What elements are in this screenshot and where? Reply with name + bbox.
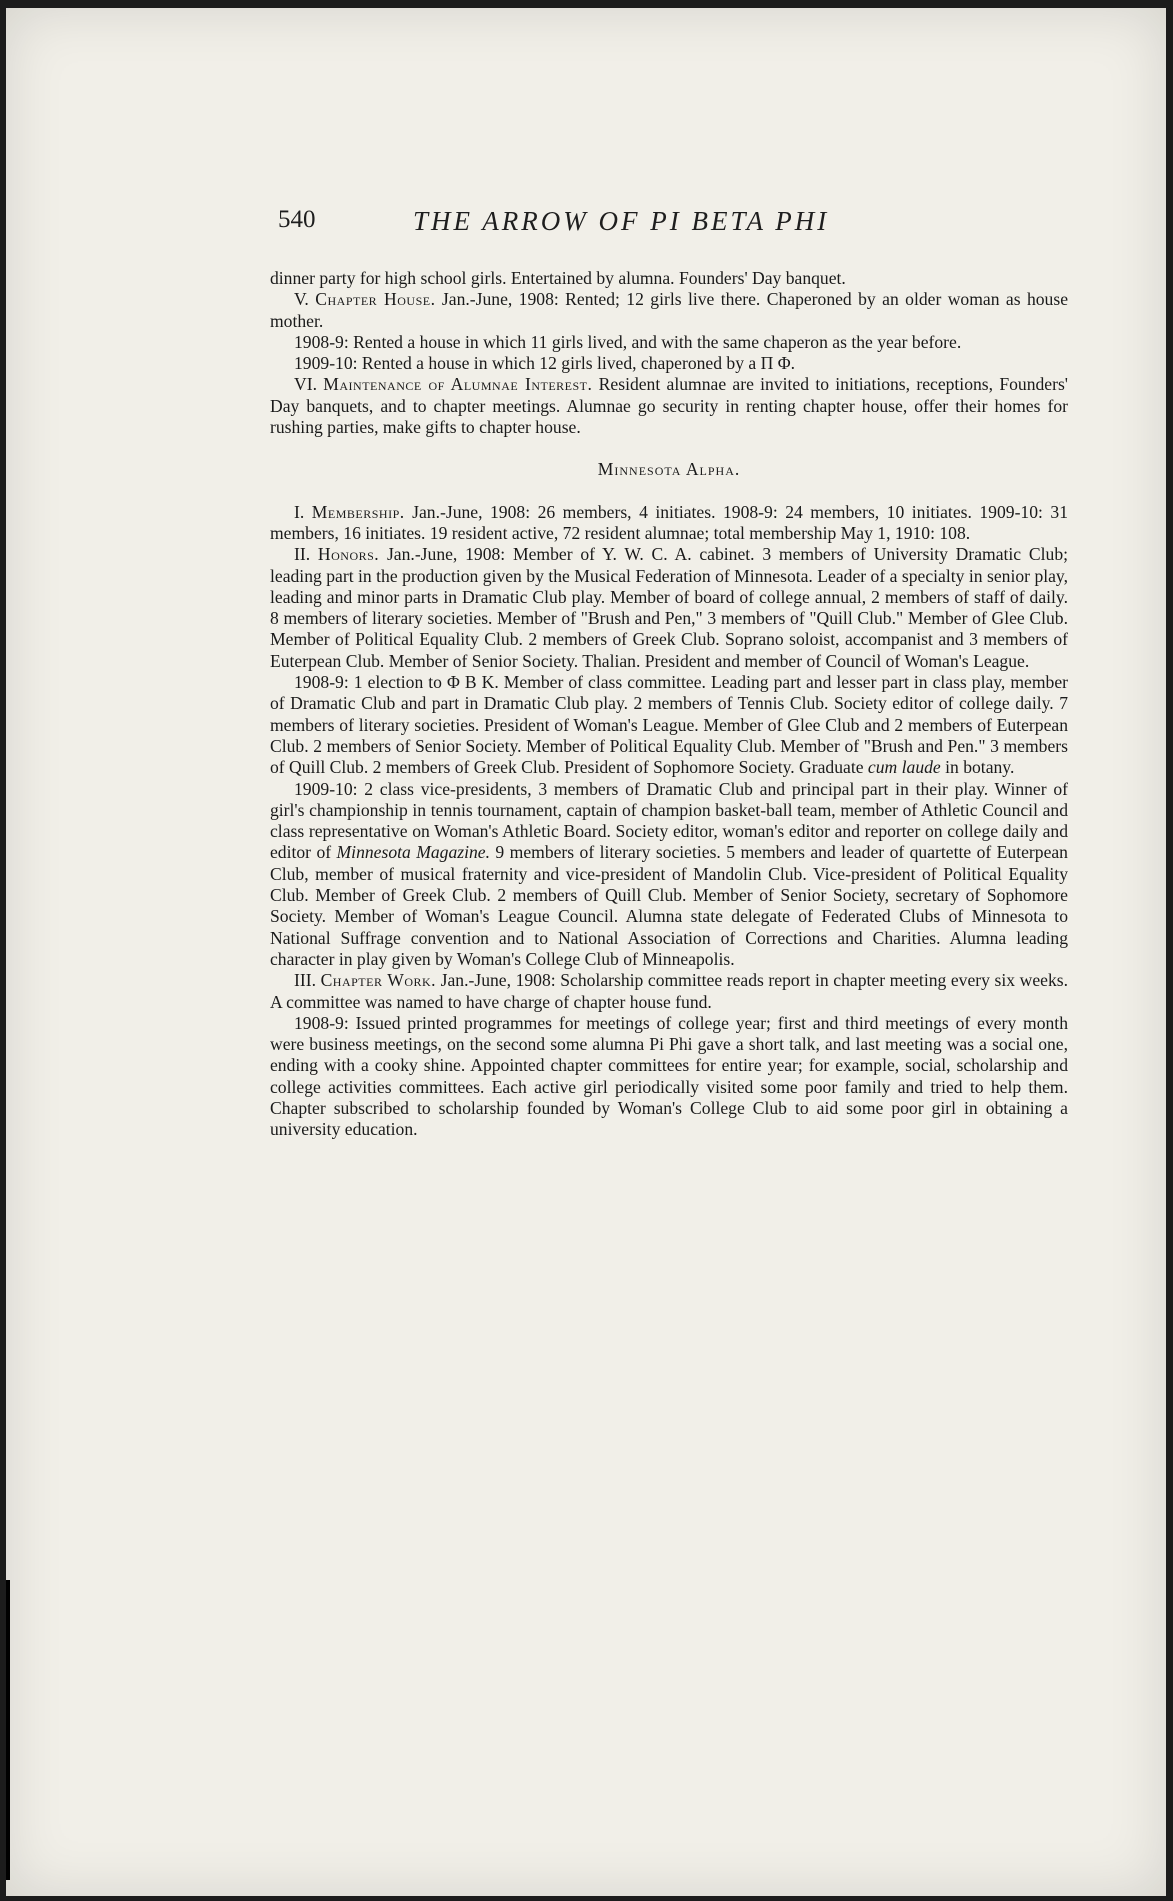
section-text: Jan.-June, 1908: 26 members, 4 initiates. 1908-9: 24 members, 10 initiates. 1909-10: 31 members, 16 initiates. 19 resident active, 72 resident alumnae; total membership May 1, 1910: 108. [270, 501, 1068, 543]
paragraph: 1909-10: Rented a house in which 12 girls lived, chaperoned by a Π Φ. [294, 353, 795, 374]
page-number: 540 [278, 206, 316, 233]
paragraph: dinner party for high school girls. Entertained by alumna. Founders' Day banquet. [270, 268, 846, 288]
paragraph-membership [270, 502, 1068, 545]
paragraph-honors-1909 [270, 779, 1068, 971]
section-text: Resident alumnae are invited to initiations, receptions, Founders' Day banquets, and to chapter meetings. Alumnae go security in renting chapter house, offer their homes for rushing parties, make gifts to chapter house. [270, 374, 1068, 438]
paragraph-honors [270, 544, 1068, 672]
paragraph: 1908-9: Issued printed programmes for meetings of college year; first and third meetings of every month were business meetings, on the second some alumna Pi Phi gave a short talk, and last meeting was a social one, ending with a cooky shine. Appointed chapter committees for entire year; for example, social, scholarship and college activities committees. Each active girl periodically visited some poor family and tried to help them. Chapter subscribed to scholarship founded by Woman's College Club to aid some poor girl in obtaining a university education. [270, 1012, 1068, 1140]
section-number: III. [294, 970, 321, 991]
body-text [270, 268, 1068, 1141]
section-heading: Chapter House. [315, 289, 436, 310]
section-number: I. [294, 501, 312, 522]
paragraph-chapter-house [270, 289, 1068, 332]
paragraph-honors-1908 [270, 672, 1068, 778]
page-header [278, 206, 1074, 238]
chapter-title: Minnesota Alpha. [597, 459, 741, 480]
scan-edge-mark [6, 1580, 10, 1880]
italic-text: cum laude [867, 757, 941, 778]
section-heading: Maintenance of Alumnae Interest. [323, 374, 593, 395]
text-run: 9 members of literary societies. 5 members and leader of quartette of Euterpean Club, member of musical fraternity and vice-president of Mandolin Club. Vice-president of Political Equality Club. Member of Greek Club. 2 members of Quill Club. Member of Senior Society, secretary of Sophomore Society. Member of Woman's League Council. Alumna state delegate of Federated Clubs of Minnesota to National Suffrage convention and to National Association of Corrections and Charities. Alumna leading character in play given by Woman's College Club of Minneapolis. [270, 842, 1068, 969]
section-heading: Chapter Work. [320, 970, 437, 991]
paragraph-alumnae-interest [270, 374, 1068, 438]
section-text: Jan.-June, 1908: Member of Y. W. C. A. cabinet. 3 members of University Dramatic Club; leading part in the production given by the Musical Federation of Minnesota. Leader of a specialty in senior play, leading and minor parts in Dramatic Club play. Member of board of college annual, 2 members of staff of daily. 8 members of literary societies. Member of "Brush and Pen," 3 members of "Quill Club." Member of Glee Club. Member of Political Equality Club. 2 members of Greek Club. Soprano soloist, accompanist and 3 members of Euterpean Club. Member of Senior Society. Thalian. President and member of Council of Woman's League. [270, 544, 1068, 671]
section-text: Jan.-June, 1908: Rented; 12 girls live there. Chaperoned by an older woman as house mother. [270, 289, 1069, 331]
text-run: 1908-9: 1 election to Φ B K. Member of class committee. Leading part and lesser part in class play, member of Dramatic Club and part in Dramatic Club play. 2 members of Tennis Club. Society editor of college daily. 7 members of literary societies. President of Woman's League. Member of Glee Club and 2 members of Euterpean Club. 2 members of Senior Society. Member of Political Equality Club. Member of "Brush and Pen." 3 members of Quill Club. 2 members of Greek Club. President of Sophomore Society. Graduate [270, 672, 1068, 778]
text-run: 1909-10: 2 class vice-presidents, 3 members of Dramatic Club and principal part in their play. Winner of girl's championship in tennis tournament, captain of champion basket-ball team, member of Athletic Council and class representative on Woman's Athletic Board. Society editor, woman's editor and reporter on college daily and editor of [270, 778, 1068, 863]
section-text: Jan.-June, 1908: Scholarship committee reads report in chapter meeting every six weeks. A committee was named to have charge of chapter house fund. [270, 970, 1069, 1012]
running-title: THE ARROW OF PI BETA PHI [413, 206, 830, 236]
italic-text: Minnesota Magazine. [336, 842, 491, 863]
paragraph: 1908-9: Rented a house in which 11 girls lived, and with the same chaperon as the year before. [294, 331, 962, 352]
text-run: in botany. [940, 757, 1015, 778]
section-number: II. [294, 544, 318, 565]
section-number: V. [294, 289, 316, 310]
section-heading: Membership. [311, 501, 405, 522]
paragraph-chapter-work [270, 970, 1068, 1013]
section-number: VI. [294, 374, 324, 395]
section-heading: Honors. [317, 544, 380, 565]
